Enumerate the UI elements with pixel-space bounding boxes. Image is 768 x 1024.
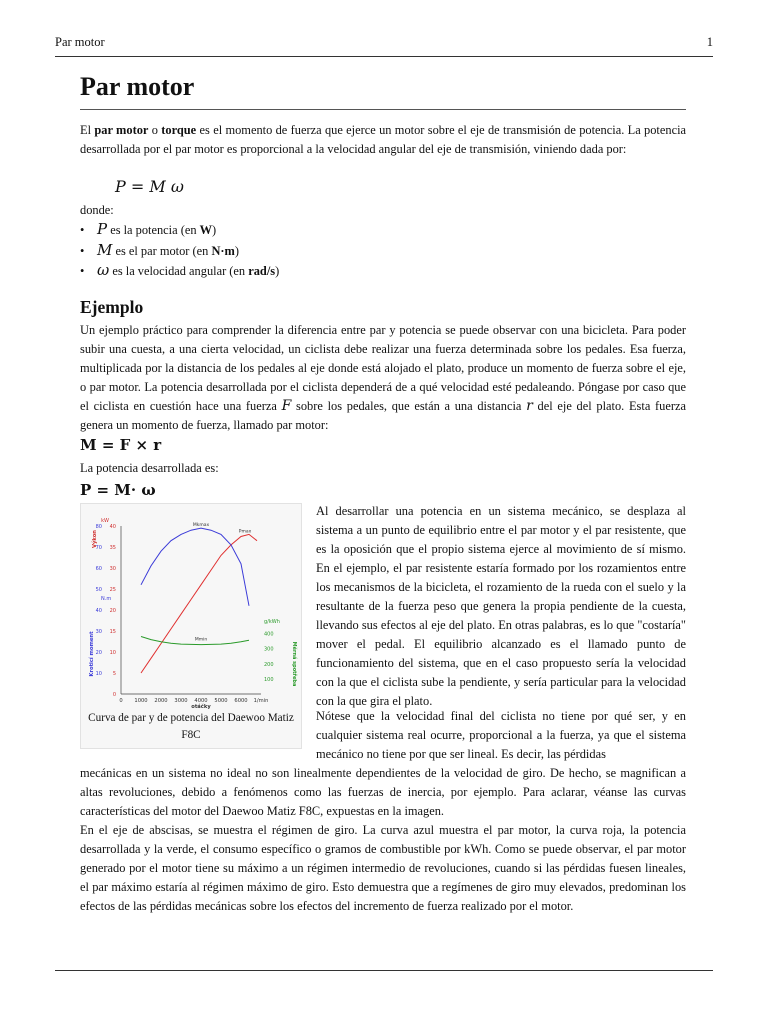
formula-power-bold: P = M· ω	[80, 481, 156, 499]
definition-item: • P es la potencia (en W)	[80, 220, 279, 241]
consumption-unit-label: g/kWh	[264, 618, 280, 625]
figure-caption: Curva de par y de potencia del Daewoo Matiz F8C	[88, 712, 294, 741]
power-tick-label: 0	[112, 692, 116, 698]
power-tick-label: 15	[109, 629, 116, 635]
x-tick-label: 0	[119, 698, 123, 704]
x-axis-label: otáčky	[191, 704, 211, 710]
torque-tick-label: 40	[95, 608, 102, 614]
consumption-tick-label: 100	[264, 676, 274, 683]
power-tick-label: 10	[109, 650, 116, 656]
right-column-paragraph: Al desarrollar una potencia en un sistema mecánico, se desplaza al sistema a un punto de equilibrio entre el par motor y el par resistente, que es la oposición que el propio sistema ejerce al movimiento de sí mismo. En el ejemplo, el par resistente estaría formado por los rozamientos entre los mecanismos de la bicicleta, el rozamiento de la rueda con el suelo y la resultante de la fuerza peso que genera la propia pendiente de la cuesta, llevando sus efectos al eje del plato. En otras palabras, es lo que "costaría" mover el pedal. El equilibrio alcanzado es el llamado punto de funcionamiento del sistema, que en el caso propuesto sería la velocidad con la que el ciclista sube la pendiente, y sería particular para la velocidad con la que gira el plato.	[316, 504, 686, 708]
consumption-tick-label: 400	[264, 631, 274, 638]
torque-tick-label: 30	[95, 629, 102, 635]
x-tick-label: 6000	[234, 698, 248, 704]
paragraph-axes: En el eje de abscisas, se muestra el régimen de giro. La curva azul muestra el par motor, la curva roja, la potencia desarrollada y la verde, el consumo específico o gramos de combustible por kWh. Como se puede observar, el par motor generado por el motor tiene su máximo a un régimen intermedio de revoluciones, cuando si las pérdidas fuesen lineales, el par máximo estaría al régimen máximo de giro. Esto demuestra que a regímenes de giro muy elevados, predominan los efectos de las pérdidas mecánicas sobre los efectos del incremento de fuerza realizado por el motor.	[80, 823, 686, 913]
header-rule	[55, 56, 713, 57]
consumption-tick-label: 300	[264, 646, 274, 653]
x-tick-label: 2000	[154, 698, 168, 704]
power-tick-label: 5	[112, 671, 116, 677]
torque-tick-label: 20	[95, 650, 102, 656]
power-axis-label: Výkon	[92, 530, 98, 548]
power-tick-label: 20	[109, 608, 116, 614]
power-tick-label: 25	[109, 587, 116, 593]
x-tick-label: 1/min	[253, 698, 269, 704]
footer-rule	[55, 970, 713, 971]
torque-tick-label: 80	[95, 524, 102, 530]
consumption-axis-label: Měrná spotřeba	[291, 641, 297, 687]
power-tick-label: 30	[109, 566, 116, 572]
power-unit-label: kW	[101, 518, 109, 524]
potencia-label: La potencia desarrollada es:	[80, 461, 219, 475]
term-torque: torque	[161, 123, 197, 137]
section-heading-ejemplo: Ejemplo	[80, 297, 144, 317]
x-tick-label: 4000	[194, 698, 208, 704]
power-tick-label: 40	[109, 524, 116, 530]
ejemplo-paragraph: Un ejemplo práctico para comprender la diferencia entre par y potencia se puede observar con una bicicleta. Para poder subir una cuesta, a una cierta velocidad, un ciclista debe realizar una fuerza determinada sobre los pedales. Esa fuerza, multiplicada por la distancia de los pedales al eje donde está alojado el plato, produce un momento de fuerza sobre el eje, o par motor. La potencia desarrollada por el ciclista dependerá de a qué velocidad esté pedaleando. Póngase por caso que el ciclista en cuestión hace una fuerza F sobre los pedales, que están a una distancia r del eje del plato. Esta fuerza genera un momento de fuerza, llamado par motor:	[80, 323, 686, 432]
figure-engine-curves	[80, 503, 302, 749]
torque-axis-label: Kroticí moment	[89, 631, 95, 677]
formula-moment: M = F × r	[80, 436, 162, 454]
x-tick-label: 3000	[174, 698, 188, 704]
donde-label: donde:	[80, 203, 114, 217]
torque-tick-label: 10	[95, 671, 102, 677]
definition-list	[80, 220, 279, 282]
torque-tick-label: 70	[95, 545, 102, 551]
paragraph-continued: mecánicas en un sistema no ideal no son linealmente dependientes de la velocidad de giro. De hecho, se magnifican a altas revoluciones, debido a fenómenos como las fuerzas de inercia, por ejemplo. Para aclarar, véanse las curvas características del motor del Daewoo Matiz F8C, expuestas en la imagen.	[80, 766, 686, 818]
consumption-tick-label: 200	[264, 661, 274, 668]
torque-unit-label: N.m	[101, 596, 112, 602]
running-header-title: Par motor	[55, 35, 105, 49]
power-tick-label: 35	[109, 545, 116, 551]
torque-tick-label: 50	[95, 587, 102, 593]
definition-item: • ω es la velocidad angular (en rad/s)	[80, 261, 279, 282]
annotation-mmin: Mmin	[194, 637, 208, 643]
formula-power: P = M ω	[115, 177, 184, 196]
x-tick-label: 5000	[214, 698, 228, 704]
intro-paragraph: El par motor o torque es el momento de fuerza que ejerce un motor sobre el eje de transmisión de potencia. La potencia desarrollada por el par motor es proporcional a la velocidad angular del eje de transmisión, viniendo dada por:	[80, 123, 687, 156]
annotation-mkmax: Mkmax	[192, 523, 210, 528]
page-title: Par motor	[80, 72, 195, 101]
annotation-pmax: Pmax	[238, 529, 252, 535]
page-number: 1	[706, 35, 713, 49]
definition-item: • M es el par motor (en N·m)	[80, 241, 279, 262]
title-rule	[80, 109, 686, 110]
engine-curves-chart	[81, 504, 301, 710]
symbol-F: F	[281, 398, 292, 414]
x-tick-label: 1000	[134, 698, 148, 704]
running-header	[55, 35, 713, 51]
term-par-motor: par motor	[94, 123, 149, 137]
symbol-r: r	[526, 398, 533, 414]
torque-tick-label: 60	[95, 566, 102, 572]
right-column-paragraph-2: Nótese que la velocidad final del ciclista no tiene por qué ser, y en cualquier sistema real ocurre, proporcional a la fuerza, ya que el sistema mecánico no tiene por que ser lineal. Es decir, las pérdidas	[316, 709, 686, 761]
